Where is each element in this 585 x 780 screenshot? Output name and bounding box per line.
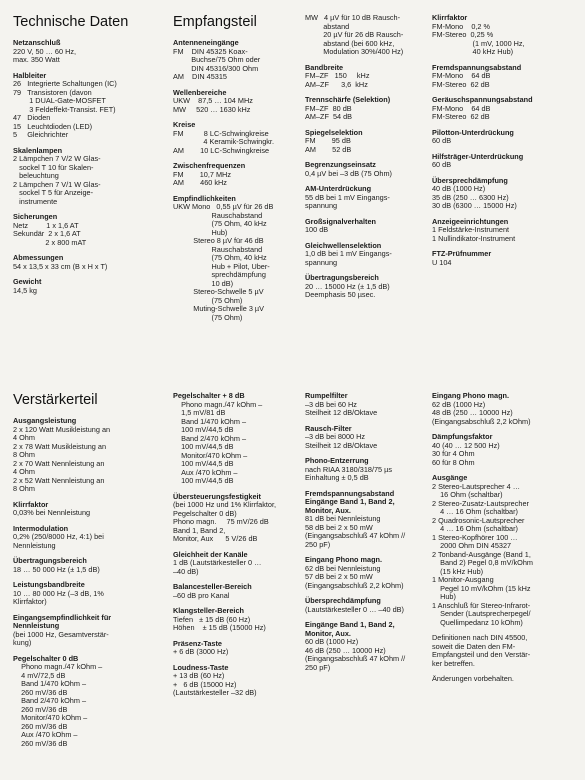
spec-column [173, 14, 301, 329]
spec-line: (Eingangsabschluß 2,2 kOhm) [432, 416, 531, 426]
spec-title: Empfindlichkeiten [173, 193, 236, 203]
spec-line: Tiefen ± 15 dB (60 Hz) [173, 614, 251, 624]
spec-section [13, 278, 141, 295]
spec-line: Rauschabstand [173, 210, 263, 220]
spec-title: Übertragungsbereich [13, 556, 87, 565]
spec-line: FM 10,7 MHz [173, 169, 231, 179]
spec-section [432, 177, 572, 211]
spec-section [13, 72, 141, 140]
spec-title: Fremdspannungsabstand Eingänge Band 1, Band 2, Monitor, Aux. [305, 488, 395, 515]
spec-line: FM-Stereo 62 dB [432, 79, 490, 89]
spec-line: Phono magn./47 kOhm – [173, 399, 263, 409]
spec-section [305, 490, 415, 550]
spec-line: Band 1/470 kOhm – [13, 679, 87, 688]
spec-line: MW 4 µV für 10 dB Rausch- [305, 13, 401, 22]
spec-line: 4 … 16 Ohm (schaltbar) [432, 507, 518, 516]
spec-line: 2 Lämpchen 7 V/1 W Glas- [13, 179, 101, 189]
spec-title: Halbleiter [13, 70, 47, 80]
spec-line: abstand [305, 21, 350, 31]
spec-title: Gleichheit der Kanäle [173, 549, 248, 559]
spec-line: DIN 45316/300 Ohm [173, 63, 259, 73]
spec-section [432, 250, 572, 267]
spec-title: Wellenbereiche [173, 87, 227, 97]
spec-line: Einhaltung ± 0,5 dB [305, 473, 369, 482]
spec-column [432, 392, 572, 691]
spec-line: FM-Stereo 0,25 % [432, 30, 494, 39]
spec-section [173, 89, 301, 115]
spec-line: 40 (40 … 12 500 Hz) [432, 440, 500, 450]
spec-line: 55 dB bei 1 mV Eingangs- [305, 192, 390, 202]
spec-line: Empfangsteil und den Verstär- [432, 650, 531, 659]
spec-title: Gewicht [13, 277, 42, 286]
spec-title: Intermodulation [13, 523, 69, 533]
spec-section [305, 14, 415, 57]
spec-title: Sicherungen [13, 212, 58, 221]
spec-section [432, 474, 572, 627]
spec-title: Rumpelfilter [305, 391, 348, 400]
spec-line: (Eingangsabschluß 47 kOhm // [305, 654, 406, 663]
spec-line: 2 Lämpchen 7 V/2 W Glas- [13, 154, 101, 163]
spec-line: 10 dB) [173, 278, 234, 288]
spec-line: –3 dB bei 8000 Hz [305, 432, 366, 441]
spec-line: Aux /470 kOhm – [173, 467, 238, 477]
spec-line: 260 mV/36 dB [13, 687, 68, 697]
spec-line: (bei 1000 Hz, Gesamtverstär- [13, 629, 109, 639]
spec-line: Sender (Lautsprecherpegel/ [432, 609, 531, 618]
spec-line: instrumente [13, 196, 58, 206]
spec-line: 260 mV/36 dB [13, 704, 68, 714]
spec-section [13, 614, 141, 648]
spec-line: U 104 [432, 257, 452, 267]
spec-line: 100 mV/44,5 dB [173, 476, 234, 485]
spec-line: Phono magn./47 kOhm – [13, 662, 103, 671]
spec-line: 47 Dioden [13, 113, 51, 122]
spec-line: –3 dB bei 60 Hz [305, 399, 357, 409]
spec-line: 2 x 800 mAT [13, 237, 87, 247]
spec-line: (75 Ohm, 40 kHz [173, 253, 267, 262]
spec-line: –60 dB pro Kanal [173, 590, 230, 600]
spec-title: Antenneneingänge [173, 38, 239, 47]
spec-title: Pegelschalter 0 dB [13, 653, 79, 663]
spec-line: FM-Stereo 62 dB [432, 112, 490, 121]
spec-line: soweit die Daten den FM- [432, 641, 516, 651]
spec-column [13, 14, 141, 302]
spec-line: 10 … 80 000 Hz (–3 dB, 1% [13, 588, 104, 598]
spec-section [173, 392, 301, 486]
spec-section [305, 597, 415, 614]
spec-line: Sekundär 2 x 1,6 AT [13, 229, 81, 238]
spec-title: Großsignalverhalten [305, 216, 376, 226]
spec-line: 14,5 kg [13, 285, 37, 295]
spec-line: 8 Ohm [13, 484, 35, 493]
spec-line: + 6 dB (3000 Hz) [173, 647, 229, 656]
spec-line: (Lautstärkesteller 0 … –40 dB) [305, 604, 404, 614]
spec-section [173, 39, 301, 82]
spec-line: sprechdämpfung [173, 270, 266, 279]
spec-line: Band 1/470 kOhm – [173, 416, 247, 426]
spec-title: FTZ-Prüfnummer [432, 249, 492, 258]
spec-line: 46 dB (250 … 10000 Hz) [305, 645, 386, 655]
spec-section [432, 96, 572, 122]
spec-title: Bandbreite [305, 62, 344, 72]
spec-line: Hub) [173, 227, 228, 237]
spec-line: + 13 dB (60 Hz) [173, 671, 225, 680]
spec-line: AM 10 LC-Schwingkreise [173, 145, 270, 155]
spec-line: Höhen ± 15 dB (15000 Hz) [173, 623, 266, 632]
spec-title: Spiegelselektion [305, 127, 363, 137]
spec-section [173, 583, 301, 600]
spec-title: Eingänge Band 1, Band 2, Monitor, Aux. [305, 620, 395, 638]
spec-title: Eingang Phono magn. [432, 391, 510, 400]
spec-line: AM 460 kHz [173, 178, 227, 187]
spec-line: 250 pF) [305, 539, 331, 549]
spec-line: Aux /470 kOhm – [13, 730, 78, 739]
spec-line: 60 dB [432, 136, 452, 145]
spec-line: 30 dB (6300 … 15000 Hz) [432, 201, 517, 210]
spec-line: Nennleistung [13, 540, 56, 550]
spec-line: Steilheit 12 dB/Oktave [305, 440, 378, 450]
spec-line: 1,0 dB bei 1 mV Eingangs- [305, 249, 392, 258]
spec-title: Dämpfungsfaktor [432, 432, 493, 441]
spec-line: 60 für 8 Ohm [432, 457, 475, 467]
spec-line: Rauschabstand [173, 244, 263, 254]
spec-title: Netzanschluß [13, 38, 61, 47]
spec-title: Trennschärfe (Selektion) [305, 95, 391, 104]
spec-section [305, 425, 415, 451]
spec-line: 100 dB [305, 225, 329, 234]
spec-section [305, 457, 415, 483]
spec-line: 2 x 52 Watt Nennleistung an [13, 475, 105, 485]
spec-column [173, 392, 301, 705]
spec-section [173, 664, 301, 698]
spec-section [305, 392, 415, 418]
spec-line: Band 2/470 kOhm – [13, 696, 87, 705]
spec-line: 0,03% bei Nennleistung [13, 508, 91, 517]
spec-line: Deemphasis 50 µsec. [305, 290, 376, 299]
spec-line: 1 Anschluß für Stereo-Infrarot- [432, 600, 531, 610]
spec-line: 1 dB (Lautstärkesteller 0 … [173, 558, 262, 567]
spec-line: Quellimpedanz 10 kOhm) [432, 617, 523, 627]
spec-line: 250 pF) [305, 662, 331, 672]
spec-title: Eingang Phono magn. [305, 555, 383, 564]
spec-line: AM DIN 45315 [173, 72, 227, 81]
spec-section [13, 254, 141, 271]
spec-line: 1 Monitor-Ausgang [432, 575, 494, 584]
spec-section [173, 493, 301, 544]
spec-title: Übertragungsbereich [305, 273, 379, 282]
spec-section [13, 501, 141, 518]
spec-line: 2 Stereo-Lautsprecher 4 … [432, 481, 521, 491]
spec-title: Präsenz-Taste [173, 638, 222, 648]
spec-line: beleuchtung [13, 171, 59, 180]
spec-line: 4 Ohm [13, 433, 35, 442]
spec-title: Klirrfaktor [432, 13, 468, 22]
spec-line: 1 Feldstärke-Instrument [432, 225, 510, 234]
spec-line: Steilheit 12 dB/Oktave [305, 408, 378, 417]
spec-line: (Eingangsabschluß 2,2 kOhm) [305, 580, 404, 590]
spec-line: 2 Stereo-Zusatz-Lautsprecher [432, 498, 529, 508]
spec-section [173, 121, 301, 155]
spec-section [173, 607, 301, 633]
spec-line: Monitor, Aux 5 V/26 dB [173, 534, 258, 543]
spec-line: 4 Ohm [13, 467, 35, 476]
spec-line: FM-Mono 64 dB [432, 103, 491, 113]
spec-line: FM–ZF 80 dB [305, 103, 352, 113]
spec-section [432, 392, 572, 426]
spec-section [305, 556, 415, 590]
spec-section [432, 14, 572, 57]
spec-section [432, 64, 572, 90]
spec-line: (15 kHz Hub) [432, 566, 484, 576]
spec-line: Pegel 10 mV/kOhm (15 kHz [432, 583, 531, 593]
spec-line: 1 DUAL-Gate-MOSFET [13, 96, 106, 105]
spec-title: Übersprechdämpfung [432, 175, 508, 185]
spec-line: spannung [305, 257, 338, 267]
spec-title: Zwischenfrequenzen [173, 161, 246, 170]
spec-line: 48 dB (250 … 10000 Hz) [432, 408, 513, 417]
spec-section [432, 675, 572, 684]
spec-line: 20 … 15000 Hz (± 1,5 dB) [305, 281, 390, 291]
spec-line: Änderungen vorbehalten. [432, 674, 514, 683]
spec-title: Geräuschspannungsabstand [432, 95, 533, 104]
spec-section [305, 129, 415, 155]
spec-column [305, 392, 415, 679]
spec-section [305, 242, 415, 268]
spec-line: nach RIAA 3180/318/75 µs [305, 464, 392, 474]
section-heading: Empfangsteil [173, 14, 257, 30]
spec-title: Phono-Entzerrung [305, 456, 369, 465]
spec-line: 4 … 16 Ohm (schaltbar) [432, 524, 518, 533]
spec-line: 8 Ohm [13, 450, 35, 459]
spec-section [13, 581, 141, 607]
spec-line: 2 x 120 Watt Musikleistung an [13, 424, 111, 434]
spec-line: AM 52 dB [305, 144, 352, 154]
spec-line: 2 Tonband-Ausgänge (Band 1, [432, 549, 531, 559]
spec-section [173, 162, 301, 188]
spec-section [305, 161, 415, 178]
spec-line: UKW Mono 0,55 µV für 26 dB [173, 202, 274, 211]
spec-line: 3 Feldeffekt-Transist. FET) [13, 104, 116, 114]
spec-title: Fremdspannungsabstand [432, 62, 522, 72]
spec-title: Ausgangsleistung [13, 416, 77, 425]
spec-section [13, 655, 141, 749]
spec-title: Skalenlampen [13, 145, 63, 155]
spec-line: Band 2) Pegel 0,8 mV/kOhm [432, 558, 533, 567]
spec-column [13, 392, 141, 755]
spec-line: Pegelschalter 0 dB) [173, 508, 237, 518]
spec-line: AM–ZF 54 dB [305, 112, 353, 121]
spec-section [432, 153, 572, 170]
spec-section [432, 129, 572, 146]
spec-line: UKW 87,5 … 104 MHz [173, 96, 253, 105]
spec-line: Monitor/470 kOhm – [13, 713, 88, 722]
spec-title: Rausch-Filter [305, 423, 352, 433]
spec-title: Ausgänge [432, 473, 468, 482]
spec-line: 79 Transistoren (davon [13, 87, 92, 97]
spec-column [432, 14, 572, 274]
spec-line: 40 kHz Hub) [432, 47, 514, 56]
spec-line: 20 µV für 26 dB Rausch- [305, 30, 404, 39]
spec-section [432, 218, 572, 244]
spec-section [432, 433, 572, 467]
spec-title: Leistungsbandbreite [13, 580, 85, 589]
spec-line: 100 mV/44,5 dB [173, 459, 234, 468]
spec-line: Stereo-Schwelle 5 µV [173, 287, 264, 296]
spec-title: Loudness-Taste [173, 662, 229, 672]
spec-line: abstand (bei 600 kHz, [305, 38, 395, 48]
spec-line: kung) [13, 638, 32, 647]
spec-line: 0,4 µV bei –3 dB (75 Ohm) [305, 168, 392, 178]
spec-line: 4 Keramik-Schwingkr. [173, 137, 274, 146]
spec-line: FM DIN 45325 Koax- [173, 46, 248, 56]
spec-section [13, 147, 141, 207]
spec-section [305, 96, 415, 122]
spec-title: Klangsteller-Bereich [173, 606, 244, 615]
spec-section [173, 195, 301, 323]
section-heading: Verstärkerteil [13, 392, 98, 408]
spec-section [13, 417, 141, 494]
section-heading: Technische Daten [13, 14, 129, 30]
spec-line: spannung [305, 201, 338, 210]
spec-line: 62 dB bei Nennleistung [305, 563, 381, 573]
spec-line: 1 Stereo-Kopfhörer 100 … [432, 532, 518, 542]
spec-title: Pilotton-Unterdrückung [432, 127, 514, 137]
spec-line: sockel T 10 für Skalen- [13, 162, 94, 172]
spec-title: Hilfsträger-Unterdrückung [432, 151, 524, 161]
spec-line: 57 dB bei 2 x 50 mW [305, 572, 373, 581]
spec-section [305, 621, 415, 672]
spec-line: 2000 Ohm DIN 45327 [432, 541, 512, 550]
spec-title: Kreise [173, 120, 196, 129]
spec-line: 100 mV/44,5 dB [173, 442, 234, 451]
spec-line: 16 Ohm (schaltbar) [432, 490, 503, 499]
spec-line: 100 mV/44,5 dB [173, 425, 234, 434]
spec-line: (bei 1000 Hz und 1% Klirrfaktor, [173, 500, 277, 509]
spec-line: FM 95 dB [305, 136, 351, 145]
spec-line: (1 mV, 1000 Hz, [432, 38, 525, 48]
spec-line: (75 Ohm, 40 kHz [173, 219, 267, 228]
spec-section [13, 557, 141, 574]
spec-line: 2 Quadrosonic-Lautsprecher [432, 515, 525, 525]
spec-title: Übersteuerungsfestigkeit [173, 491, 261, 501]
spec-line: 18 … 50 000 Hz (± 1,5 dB) [13, 564, 100, 574]
spec-line: MW 520 … 1630 kHz [173, 104, 251, 114]
spec-section [13, 39, 141, 65]
spec-line: 81 dB bei Nennleistung [305, 514, 381, 523]
spec-section [305, 185, 415, 211]
spec-line: 15 Leuchtdioden (LED) [13, 121, 93, 131]
spec-line: Definitionen nach DIN 45500, [432, 633, 528, 642]
spec-title: Begrenzungseinsatz [305, 160, 376, 169]
spec-title: Balancesteller-Bereich [173, 582, 252, 591]
spec-line: sockel T 5 für Anzeige- [13, 188, 94, 197]
spec-section [173, 640, 301, 657]
spec-title: Gleichwellenselektion [305, 240, 382, 250]
spec-section [305, 64, 415, 90]
spec-line: 5 Gleichrichter [13, 130, 69, 139]
spec-line: (Lautstärkesteller –32 dB) [173, 688, 257, 697]
spec-line: Hub + Pilot, Uber- [173, 261, 270, 271]
spec-line: 54 x 13,5 x 33 cm (B x H x T) [13, 261, 108, 271]
spec-line: Buchse/75 Ohm oder [173, 55, 261, 64]
spec-line: Monitor/470 kOhm – [173, 450, 248, 460]
spec-line: 0,2% (250/8000 Hz, 4:1) bei [13, 532, 104, 541]
spec-line: FM-Mono 0,2 % [432, 21, 490, 31]
spec-title: AM-Unterdrückung [305, 184, 372, 193]
spec-title: Pegelschalter + 8 dB [173, 391, 245, 400]
spec-section [173, 551, 301, 577]
spec-line: 220 V, 50 … 60 Hz, [13, 46, 77, 56]
spec-line: Klirrfaktor) [13, 597, 47, 606]
spec-line: (75 Ohm) [173, 312, 243, 322]
spec-title: Übersprechdämpfung [305, 596, 381, 605]
spec-line: 4 mV/72,5 dB [13, 670, 66, 680]
spec-line: 60 dB [432, 160, 452, 169]
spec-line: 40 dB (1000 Hz) [432, 184, 486, 193]
spec-line: 60 dB (1000 Hz) [305, 637, 359, 646]
spec-line: 2 x 78 Watt Musikleistung an [13, 441, 107, 451]
spec-line: Band 2/470 kOhm – [173, 433, 247, 443]
spec-line: Modulation 30%/400 Hz) [305, 47, 404, 56]
spec-line: (75 Ohm) [173, 295, 243, 305]
spec-line: FM–ZF 150 kHz [305, 71, 370, 80]
spec-line: 1,5 mV/81 dB [173, 408, 226, 417]
spec-line: 30 für 4 Ohm [432, 449, 475, 458]
spec-line: Stereo 8 µV für 46 dB [173, 236, 264, 245]
spec-line: AM–ZF 3,6 kHz [305, 79, 368, 89]
spec-line: Phono magn. 75 mV/26 dB [173, 517, 269, 526]
spec-line: + 6 dB (15000 Hz) [173, 679, 237, 689]
spec-line: FM 8 LC-Schwingkreise [173, 128, 269, 138]
spec-section [432, 634, 572, 668]
spec-line: 58 dB bei 2 x 50 mW [305, 522, 373, 532]
spec-line: Hub) [432, 592, 456, 601]
spec-line: Band 1, Band 2, [173, 525, 226, 535]
spec-title: Klirrfaktor [13, 499, 49, 509]
spec-section [305, 274, 415, 300]
spec-section [305, 218, 415, 235]
spec-line: 62 dB (1000 Hz) [432, 399, 486, 409]
spec-section [13, 525, 141, 551]
spec-line: 1 Nullindikator-Instrument [432, 233, 516, 243]
spec-line: –40 dB) [173, 566, 199, 576]
spec-line: 26 Integrierte Schaltungen (IC) [13, 79, 117, 88]
spec-title: Abmessungen [13, 253, 64, 262]
spec-line: Netz 1 x 1,6 AT [13, 220, 79, 230]
spec-line: 260 mV/36 dB [13, 721, 68, 731]
spec-line: (Eingangsabschluß 47 kOhm // [305, 531, 406, 540]
spec-title: Eingangsempfindlichkeit für Nennleistung [13, 612, 112, 630]
spec-section [13, 213, 141, 247]
spec-line: 260 mV/36 dB [13, 738, 68, 748]
spec-line: Muting-Schwelle 3 µV [173, 304, 264, 313]
spec-title: Anzeigeeinrichtungen [432, 216, 509, 226]
spec-line: FM-Mono 64 dB [432, 71, 491, 80]
spec-line: max. 350 Watt [13, 55, 60, 64]
spec-line: ker betreffen. [432, 658, 475, 668]
spec-line: 35 dB (250 … 6300 Hz) [432, 192, 509, 202]
spec-line: 2 x 70 Watt Nennleistung an [13, 458, 105, 468]
spec-column [305, 14, 415, 307]
